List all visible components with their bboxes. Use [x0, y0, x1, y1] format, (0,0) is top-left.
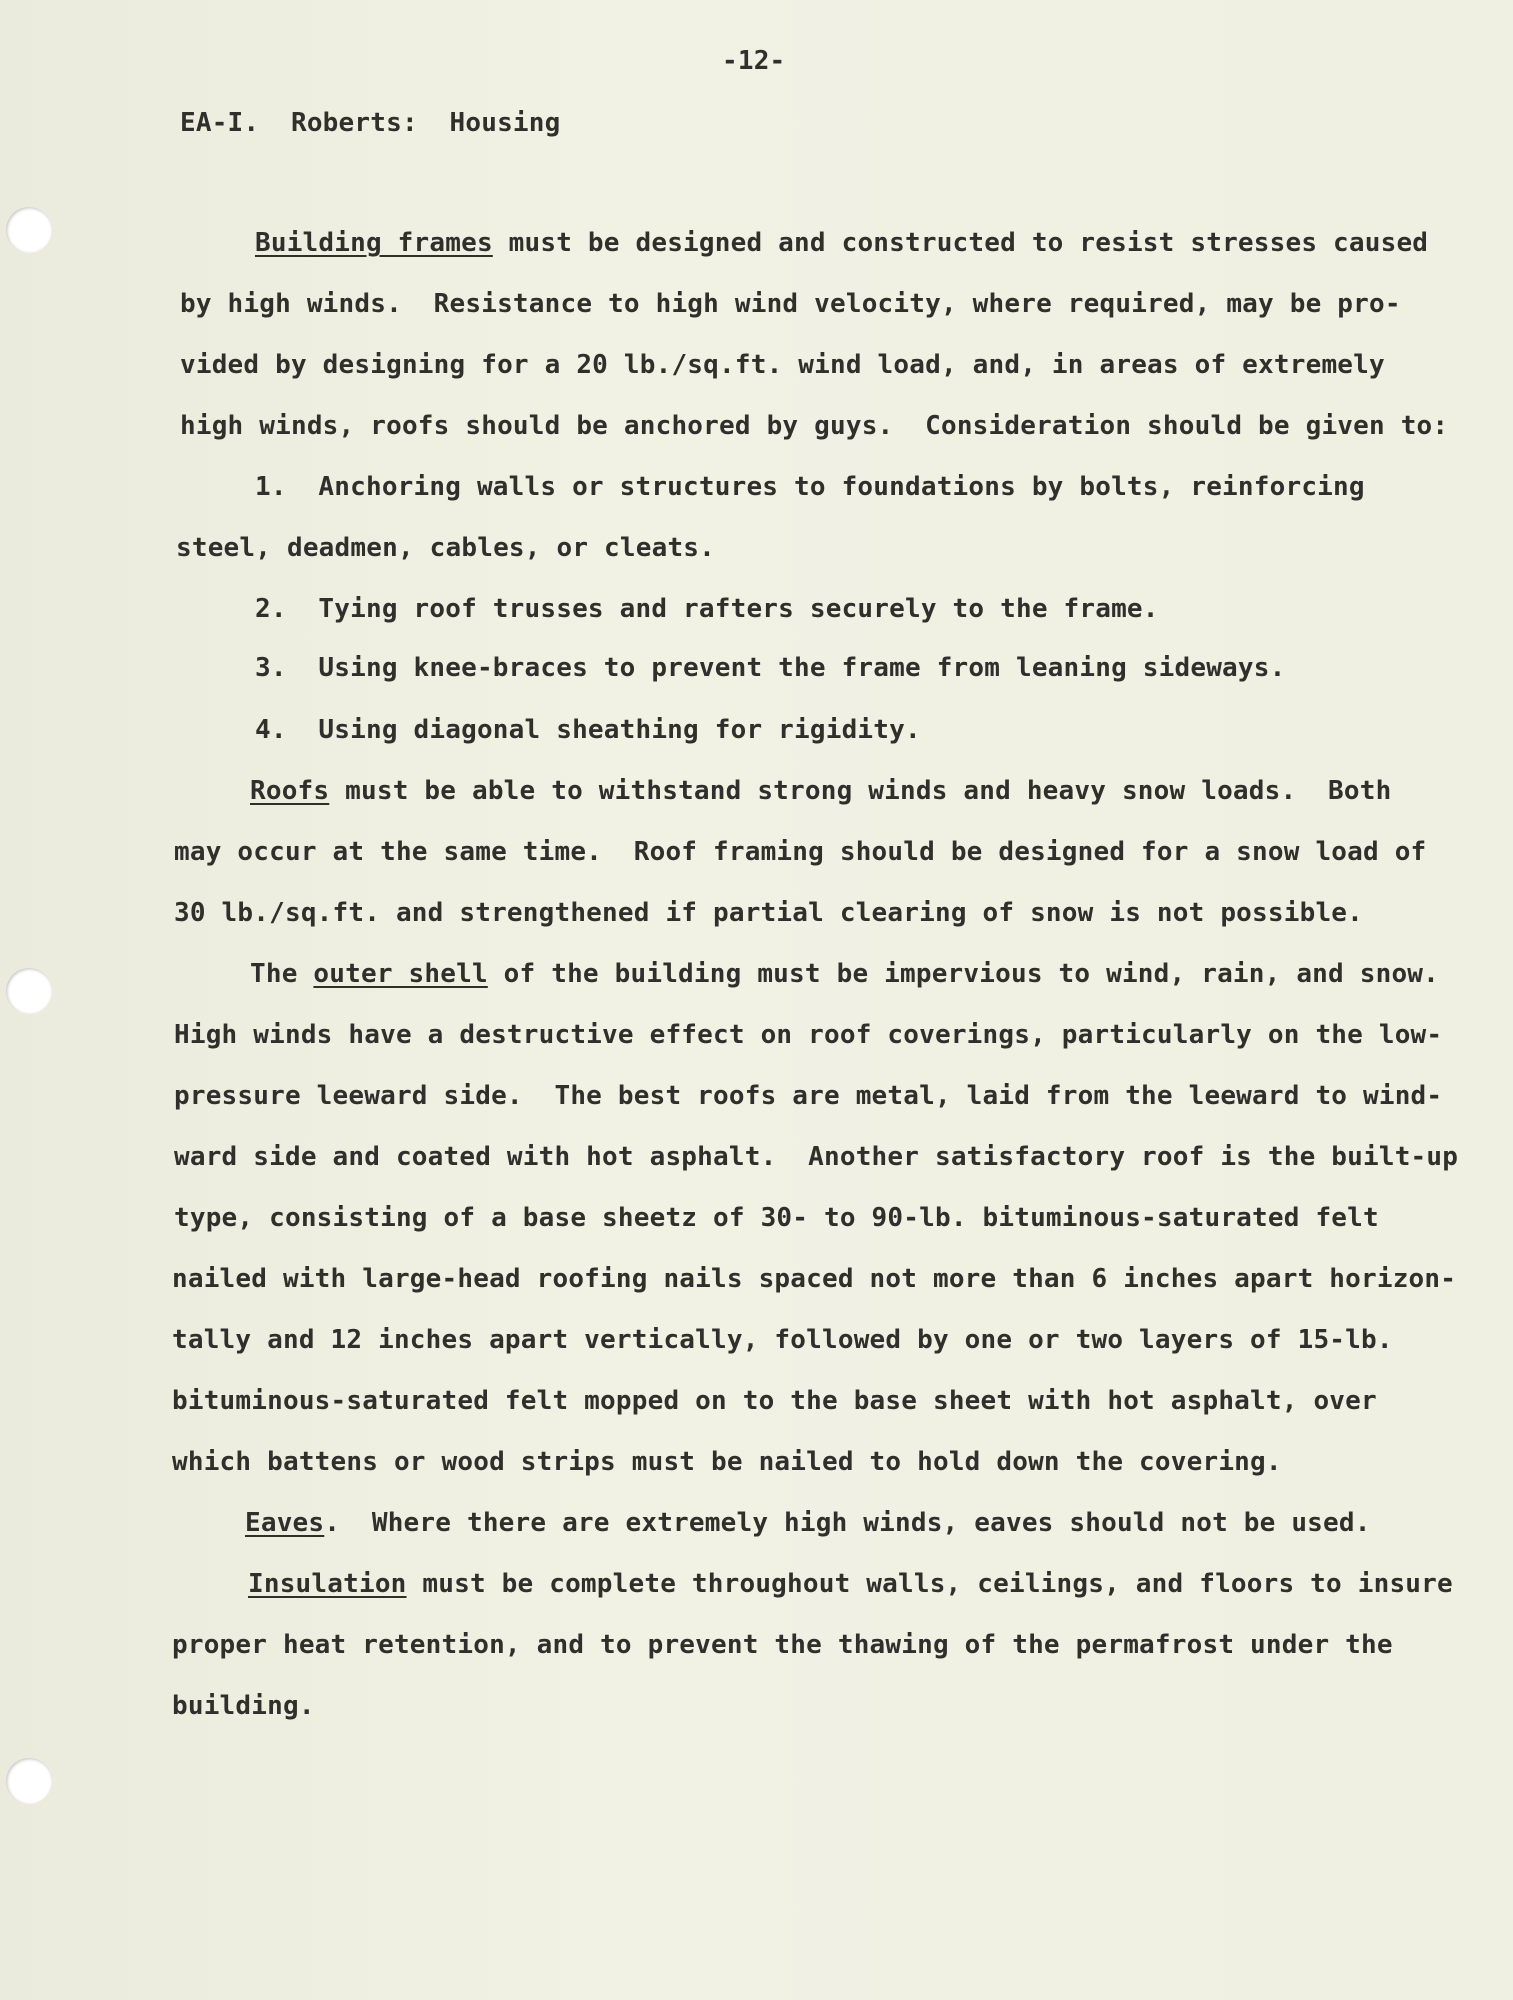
list-item-2: 2. Tying roof trusses and rafters securely to the frame.	[255, 594, 1159, 624]
list-item-4: 4. Using diagonal sheathing for rigidity.	[255, 715, 921, 745]
text-line: which battens or wood strips must be nailed to hold down the covering.	[172, 1447, 1282, 1477]
punch-hole-2	[6, 968, 52, 1014]
punch-hole-1	[6, 207, 52, 253]
text-line: Insulation must be complete throughout walls, ceilings, and floors to insure	[248, 1569, 1453, 1599]
text-line: The outer shell of the building must be impervious to wind, rain, and snow.	[250, 959, 1440, 989]
text-line: Eaves. Where there are extremely high winds, eaves should not be used.	[245, 1508, 1371, 1538]
underlined-term: Insulation	[248, 1569, 407, 1599]
text-line: may occur at the same time. Roof framing should be designed for a snow load of	[174, 837, 1427, 867]
text-line: tally and 12 inches apart vertically, followed by one or two layers of 15-lb.	[172, 1325, 1393, 1355]
text-line: bituminous-saturated felt mopped on to the base sheet with hot asphalt, over	[172, 1386, 1377, 1416]
underlined-term: Roofs	[250, 776, 330, 806]
text-line: Roofs must be able to withstand strong winds and heavy snow loads. Both	[250, 776, 1392, 806]
text-line: High winds have a destructive effect on roof coverings, particularly on the low-	[174, 1020, 1443, 1050]
text-line: pressure leeward side. The best roofs are metal, laid from the leeward to wind-	[174, 1081, 1443, 1111]
text-line: vided by designing for a 20 lb./sq.ft. wind load, and, in areas of extremely	[180, 350, 1385, 380]
text-line: ward side and coated with hot asphalt. Another satisfactory roof is the built-up	[174, 1142, 1459, 1172]
text-line: Building frames must be designed and constructed to resist stresses caused	[255, 228, 1429, 258]
underlined-term: Building frames	[255, 228, 493, 258]
text-line: high winds, roofs should be anchored by guys. Consideration should be given to:	[180, 411, 1449, 441]
text-line: nailed with large-head roofing nails spaced not more than 6 inches apart horizon-	[172, 1264, 1457, 1294]
text-line: building.	[172, 1691, 315, 1721]
text-line: proper heat retention, and to prevent the thawing of the permafrost under the	[172, 1630, 1393, 1660]
text-line: steel, deadmen, cables, or cleats.	[176, 533, 716, 563]
underlined-term: Eaves	[245, 1508, 325, 1538]
list-item-3: 3. Using knee-braces to prevent the frame from leaning sideways.	[255, 653, 1286, 683]
document-header: EA-I. Roberts: Housing	[180, 108, 561, 138]
page-number: -12-	[722, 46, 786, 76]
text-line: by high winds. Resistance to high wind velocity, where required, may be pro-	[180, 289, 1401, 319]
text-line: type, consisting of a base sheetz of 30- to 90-lb. bituminous-saturated felt	[174, 1203, 1379, 1233]
underlined-term: outer shell	[313, 959, 488, 989]
punch-hole-3	[6, 1758, 52, 1804]
text-line: 30 lb./sq.ft. and strengthened if partial clearing of snow is not possible.	[174, 898, 1363, 928]
list-item-1: 1. Anchoring walls or structures to foundations by bolts, reinforcing	[255, 472, 1365, 502]
